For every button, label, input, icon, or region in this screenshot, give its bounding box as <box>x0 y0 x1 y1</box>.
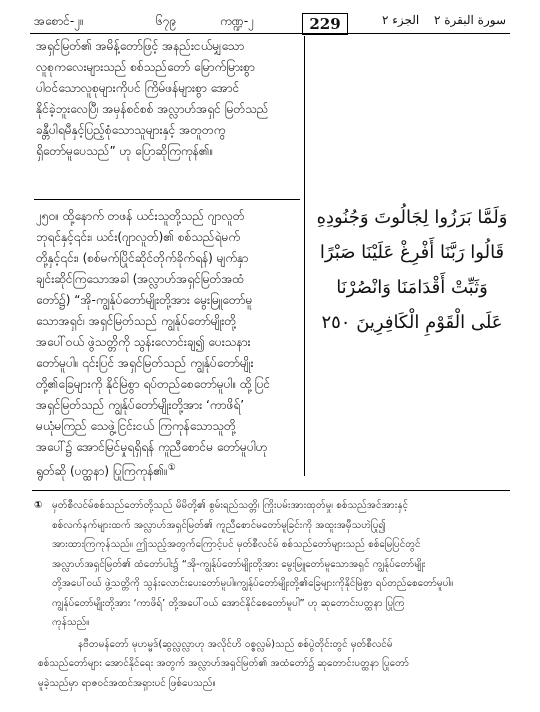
text-line: ပါဝင်သောလူစုများကိုပင် ကြိမ်ဖန်များစွာ အောင် <box>36 81 240 95</box>
section-label: ကဏ္ဍ-၂ <box>220 14 255 28</box>
footnote-note-line: မူခဲ့သည်မှာ ရာဇဝင်အထင်အရှားပင် ဖြစ်ပေသည်။ <box>38 677 216 689</box>
footnote-line: တို့အပေါ်ဝယ် ဖွဲ့သတ္တိကို သွန်းလောင်းပေးတော်မူပါ။ကျွန်ုပ်တော်မျိုးတို့၏ခြေများကိုနိုင်မြဲစွာ ရပ်တည်စေတော်မူပါ။ <box>52 578 454 589</box>
footnote-line: မှတ်စီလင်မ်စစ်သည်တော်တို့သည် မိမိတို့၏ စွမ်းရည်သတ္တိ၊ ကြိုးပမ်းအားထုတ်မှု၊ စစ်သည်အင်အားနှင့် <box>52 500 409 511</box>
text-line: တို့နှင့်၎င်း၊ (စစ်မက်ပြိုင်ဆိုင်တိုက်ခိုက်ရန်) မျက်နှာ <box>36 251 249 265</box>
text-line: လူစုကလေးများသည် စစ်သည်တော် မြောက်မြားစွာ <box>36 60 255 74</box>
text-line: ရှိတော်မူပေသည်” ဟု ပြောဆိုကြကုန်၏။ <box>36 144 214 158</box>
paragraph-divider <box>34 199 300 200</box>
volume-label: အစောင်-၂။ <box>34 14 84 28</box>
text-line: ခန္တီပါရမီနှင့်ပြည့်စုံသောသူများနှင့် အတူတကွ <box>36 123 226 137</box>
footnote-reference: ① <box>167 463 176 473</box>
footnote-rule <box>32 490 510 491</box>
footnote-line: စစ်လက်နက်များထက် အလ္လာဟ်အရှင်မြတ်၏ ကူညီစောင်မတော်မူခြင်းကို အထူးအမှီသဟဲပြု၍ <box>52 519 386 531</box>
surah-label: سورة البقرة ٢ <box>434 13 507 27</box>
text-line: တို့၏ခြေများကို နိုင်မြဲစွာ ရပ်တည်စေတော်မူပါ။ ထို့ပြင် <box>36 377 271 391</box>
text-line: ရွတ်ဆို (ပတ္ထနာ) ပြုကြကုန်၏။① <box>36 463 176 478</box>
text-line: တော်မူပါ။ ၎င်းပြင် အရှင်မြတ်သည် ကျွန်ုပ်တော်မျိုး <box>36 356 254 370</box>
header-rule <box>30 33 510 34</box>
page-number: 229 <box>302 13 348 35</box>
juz-label: الجزء ٢ <box>382 13 420 27</box>
footnote-marker: ① <box>34 500 43 511</box>
column-divider <box>304 36 305 476</box>
text-line: ၂၅၀။ ထို့နောက် တဖန် ယင်းသူတို့သည် ဂျာလူတ် <box>36 209 245 223</box>
text-line: နိုင်ခဲ့ဘူးလေပြီ၊ အမှန်စင်စစ် အလ္လာဟ်အရှင် မြတ်သည် <box>36 102 269 116</box>
text-line: အရှင်မြတ်၏ အမိန့်တော်ဖြင့် အနည်းငယ်မျှသော <box>36 39 245 53</box>
text-line: မယုံမကြည် သေဖွဲ့ငြင်းငယ် ကြကုန်သောသူတို့ <box>36 419 236 433</box>
text-line: အပေါ်၌ အောင်မြင်မှုရရှိရန် ကူညီစောင်မ တော်မူပါဟု <box>36 440 268 454</box>
arabic-line: قَالُوا رَبَّنَا أَفْرِغْ عَلَيْنَا صَبْرًا <box>319 242 505 263</box>
footnote-line: အားထားကြကုန်သည်။ ဤသည့်အတွက်ကြောင့်ပင် မှတ်စီလင်မ် စစ်သည်တော်များသည် စစ်မြေပြင်တွင် <box>52 539 421 550</box>
sequence-number: ၆၇၉ <box>156 14 177 28</box>
text-line: ဘုရင်နှင့်၎င်း၊ ယင်း(ဂျာလူတ်)၏ စစ်သည်ရဲမက် <box>36 230 241 244</box>
arabic-line: وَثَبِّتْ أَقْدَامَنَا وَانْصُرْنَا <box>336 277 488 298</box>
text-line: အပေါ်ဝယ် ဖွဲသတ္တိကို သွန်းလောင်းချ၍ ပေးသနား <box>36 335 251 349</box>
page-header <box>30 10 510 32</box>
arabic-line: وَلَمَّا بَرَزُوا لِجَالُوتَ وَجُنُودِهِ <box>316 207 508 228</box>
text-line: အရှင်မြတ်သည် ကျွန်ုပ်တော်မျိုးတို့အား ‘ကာဖိရ်’ <box>36 398 245 412</box>
footnote-line: ကျွန်ုပ်တော်မျိုးတို့အား ‘ကာဖိရ်’ တို့အပေါ်ဝယ် အောင်နိုင်စေတော်မူပါ” ဟု ဆုတောင်းပတ္ထနာ ပြုကြ <box>52 597 405 609</box>
footnote <box>34 496 516 693</box>
left-column-para1 <box>36 36 298 162</box>
footnote-note-line: စစ်သည်တော်များ အောင်နိုင်ရေး အတွက် အလ္လာဟ်အရှင်မြတ်၏ အထံတော်၌ ဆုတောင်းပတ္ထနာ ပြုတော် <box>38 658 409 669</box>
footnote-line: ကုန်သည်။ <box>52 617 90 628</box>
text-line: သောအရှင်၊ အရှင်မြတ်သည် ကျွန်ုပ်တော်မျိုးတို့ <box>36 314 237 328</box>
footnote-line: အလ္လာဟ်အရှင်မြတ်၏ ထံတော်ပါး၌ “အို-ကျွန်ုပ်တော်မျိုးတို့အား မွေးမြူတော်မူသောအရှင် ကျွန်ုပ်တော်မျိုး <box>52 558 426 570</box>
footnote-note-line: နဗီတမန်တော် မုဟမ္မဒ်(ဆွလ္လလ္လာဟု အလိုင်ဟိ ဝစ္စလ္လမ်)သည် စစ်ပွဲတိုင်းတွင် မှတ်စီလင်မ် <box>78 638 393 650</box>
arabic-line: عَلَى الْقَوْمِ الْكَافِرِينَ ٢٥٠ <box>321 312 503 333</box>
left-column-para2 <box>36 206 298 482</box>
text-line: ချင်းဆိုင်ကြသောအခါ (အလ္လာဟ်အရှင်မြတ်အထံ <box>36 272 244 286</box>
arabic-verse <box>312 200 512 340</box>
text-line: တော်၌) “အို-ကျွန်ုပ်တော်မျိုးတို့အား မွေးမြူတော်မူ <box>36 293 253 307</box>
